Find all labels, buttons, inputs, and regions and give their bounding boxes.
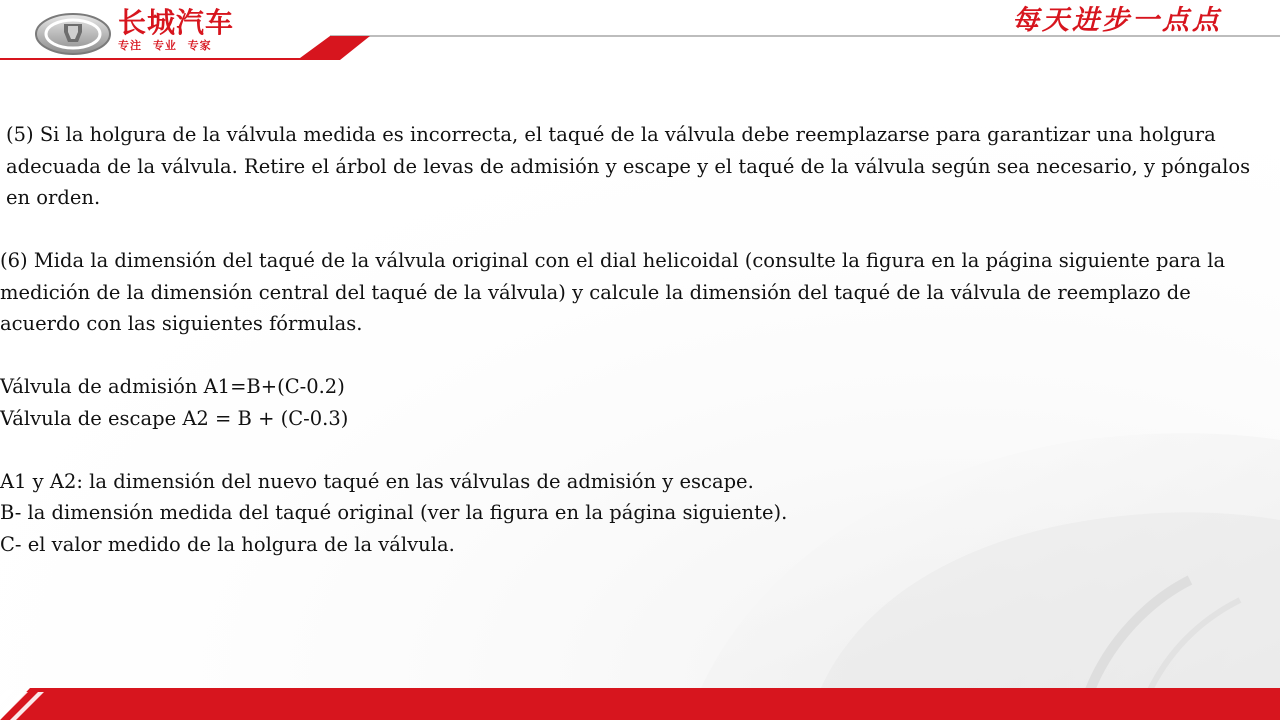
definition-b: B- la dimensión medida del taqué original (ver la figura en la página siguiente). — [0, 501, 788, 524]
formula-intake: Válvula de admisión A1=B+(C-0.2) — [0, 375, 345, 398]
definition-a: A1 y A2: la dimensión del nuevo taqué en las válvulas de admisión y escape. — [0, 469, 754, 493]
footer-bar — [0, 688, 1280, 720]
brand-tagline: 专注 专业 专家 — [118, 39, 212, 52]
paragraph-step-6: (6) Mida la dimensión del taqué de la válvula original con el dial helicoidal (consulte la figura en la página siguiente para la medición de la dimensión central del taqué de la válvula) y calcule la dimensión del taqué de la válvula de reemplazo de acuerdo con las siguientes fórmulas. — [0, 249, 1226, 335]
paragraph-step-5: (5) Si la holgura de la válvula medida es incorrecta, el taqué de la válvula debe reemplazarse para garantizar una holgura adecuada de la válvula. Retire el árbol de levas de admisión y escape y el taqué de la válvula según sea necesario, y póngalos en orden. — [6, 123, 1251, 209]
great-wall-emblem-icon — [34, 12, 112, 56]
brand-name: 长城汽车 — [118, 6, 235, 39]
definition-c: C- el valor medido de la holgura de la válvula. — [0, 532, 455, 556]
slide-header — [0, 0, 1280, 64]
formula-exhaust: Válvula de escape A2 = B + (C-0.3) — [0, 406, 349, 430]
slide-body — [0, 119, 1276, 560]
header-slogan: 每天进步一点点 — [1012, 5, 1222, 36]
